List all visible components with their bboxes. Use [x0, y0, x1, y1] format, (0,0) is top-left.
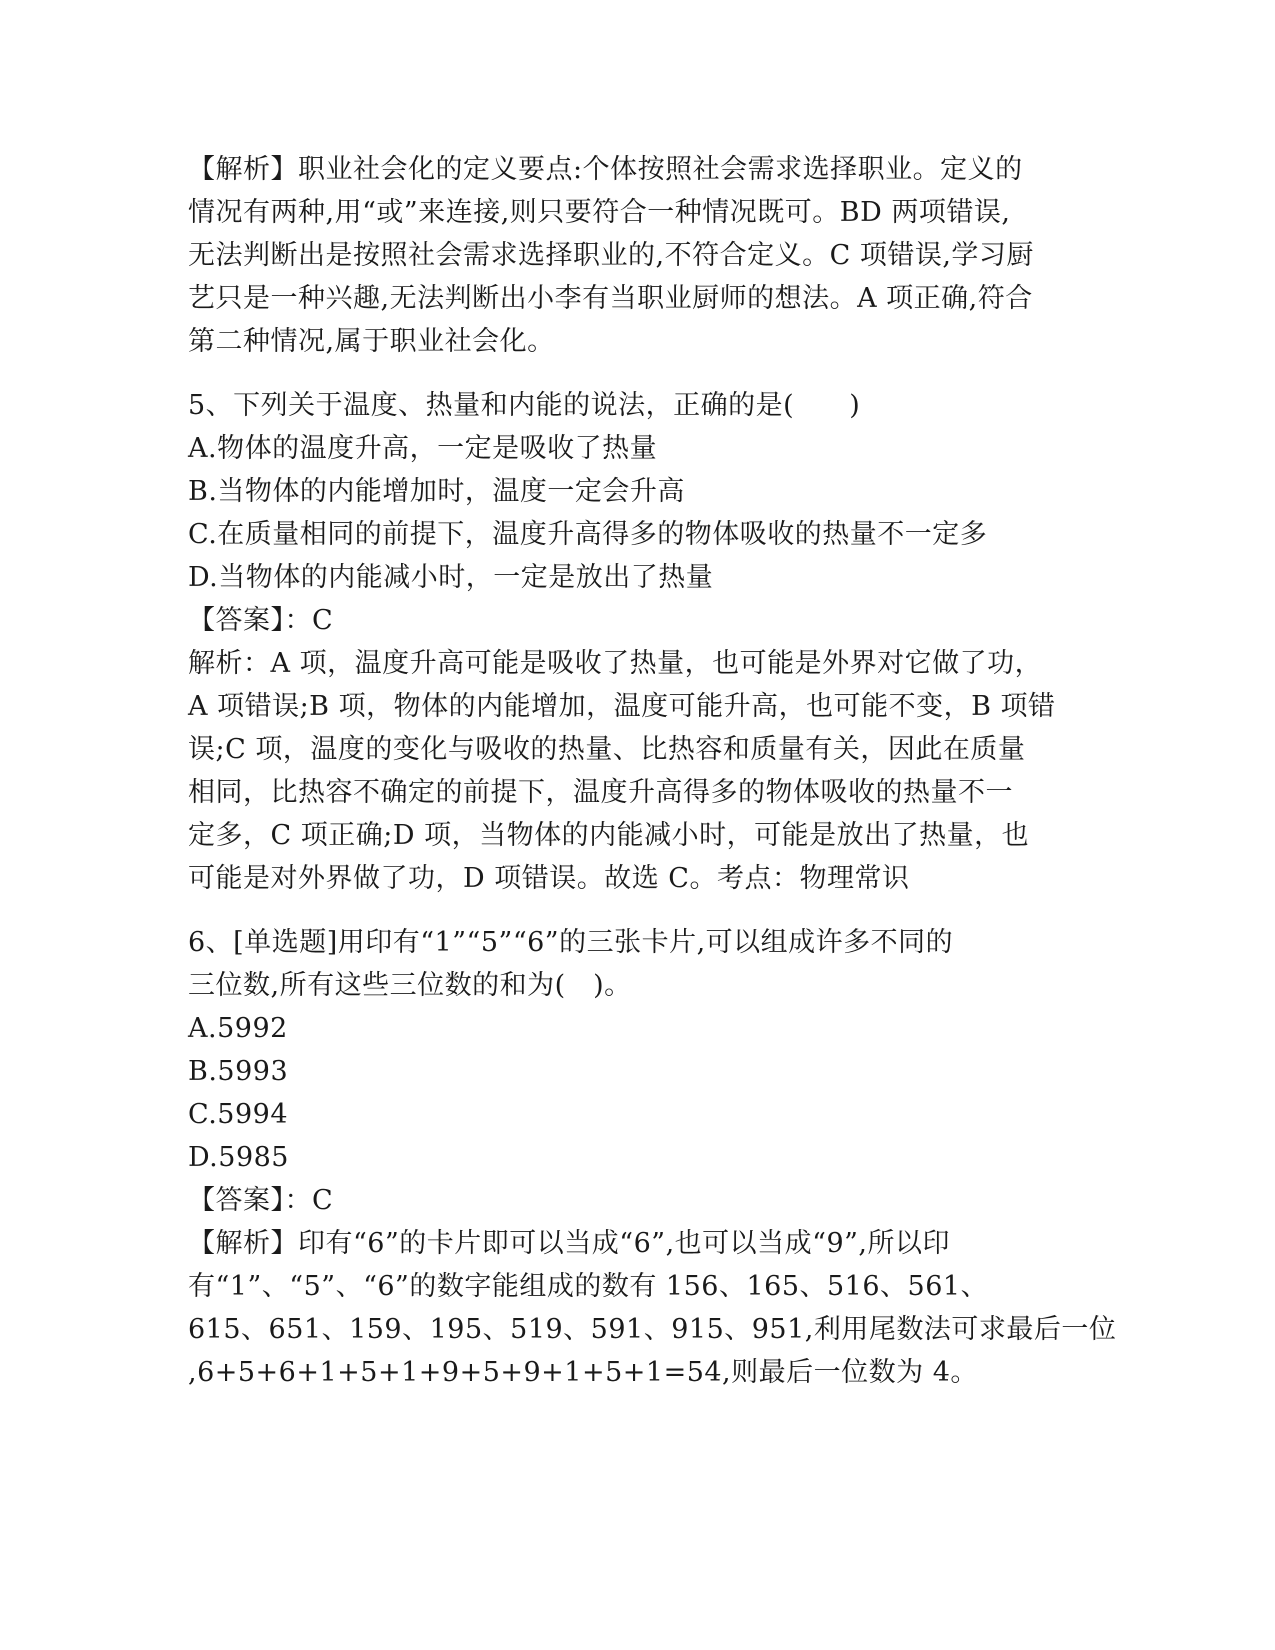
question-6-block	[188, 921, 1117, 1394]
analysis-line: 解析：A 项，温度升高可能是吸收了热量，也可能是外界对它做了功，	[188, 648, 1043, 679]
analysis-line: A 项错误;B 项，物体的内能增加，温度可能升高，也可能不变，B 项错	[188, 691, 1056, 722]
answer-line: 【答案】：C	[188, 1185, 334, 1216]
option-b: B.当物体的内能增加时，温度一定会升高	[188, 476, 685, 507]
previous-analysis-block	[188, 148, 1088, 363]
analysis-line: 情况有两种,用“或”来连接,则只要符合一种情况既可。BD 两项错误,	[188, 197, 1011, 228]
analysis-line: 第二种情况,属于职业社会化。	[188, 326, 555, 357]
option-a: A.5992	[188, 1013, 288, 1044]
option-c: C.在质量相同的前提下，温度升高得多的物体吸收的热量不一定多	[188, 519, 988, 550]
analysis-line: 【解析】印有“6”的卡片即可以当成“6”,也可以当成“9”,所以印	[188, 1228, 951, 1259]
analysis-line: 有“1”、“5”、“6”的数字能组成的数有 156、165、516、561、	[188, 1271, 989, 1302]
option-c: C.5994	[188, 1099, 288, 1130]
analysis-line: 误;C 项，温度的变化与吸收的热量、比热容和质量有关，因此在质量	[188, 734, 1026, 765]
analysis-line: 定多，C 项正确;D 项，当物体的内能减小时，可能是放出了热量，也	[188, 820, 1030, 851]
analysis-line: 【解析】职业社会化的定义要点:个体按照社会需求选择职业。定义的	[188, 154, 1023, 185]
analysis-line: 艺只是一种兴趣,无法判断出小李有当职业厨师的想法。A 项正确,符合	[188, 283, 1033, 314]
option-d: D.当物体的内能减小时，一定是放出了热量	[188, 562, 714, 593]
analysis-line: 615、651、159、195、519、591、915、951,利用尾数法可求最后一位	[188, 1314, 1117, 1345]
option-b: B.5993	[188, 1056, 289, 1087]
question-5-block	[188, 384, 1088, 900]
analysis-line: ,6+5+6+1+5+1+9+5+9+1+5+1=54,则最后一位数为 4。	[188, 1357, 978, 1388]
question-stem: 5、下列关于温度、热量和内能的说法，正确的是( )	[188, 390, 861, 421]
option-a: A.物体的温度升高，一定是吸收了热量	[188, 433, 658, 464]
option-d: D.5985	[188, 1142, 289, 1173]
document-page	[188, 148, 1117, 1394]
question-stem: 6、[单选题]用印有“1”“5”“6”的三张卡片,可以组成许多不同的	[188, 927, 954, 958]
analysis-line: 可能是对外界做了功，D 项错误。故选 C。考点：物理常识	[188, 863, 910, 894]
answer-line: 【答案】：C	[188, 605, 334, 636]
analysis-line: 无法判断出是按照社会需求选择职业的,不符合定义。C 项错误,学习厨	[188, 240, 1034, 271]
question-stem: 三位数,所有这些三位数的和为( )。	[188, 970, 632, 1001]
analysis-line: 相同，比热容不确定的前提下，温度升高得多的物体吸收的热量不一	[188, 777, 1013, 808]
section-spacer	[188, 363, 1088, 384]
section-spacer	[188, 900, 1088, 921]
